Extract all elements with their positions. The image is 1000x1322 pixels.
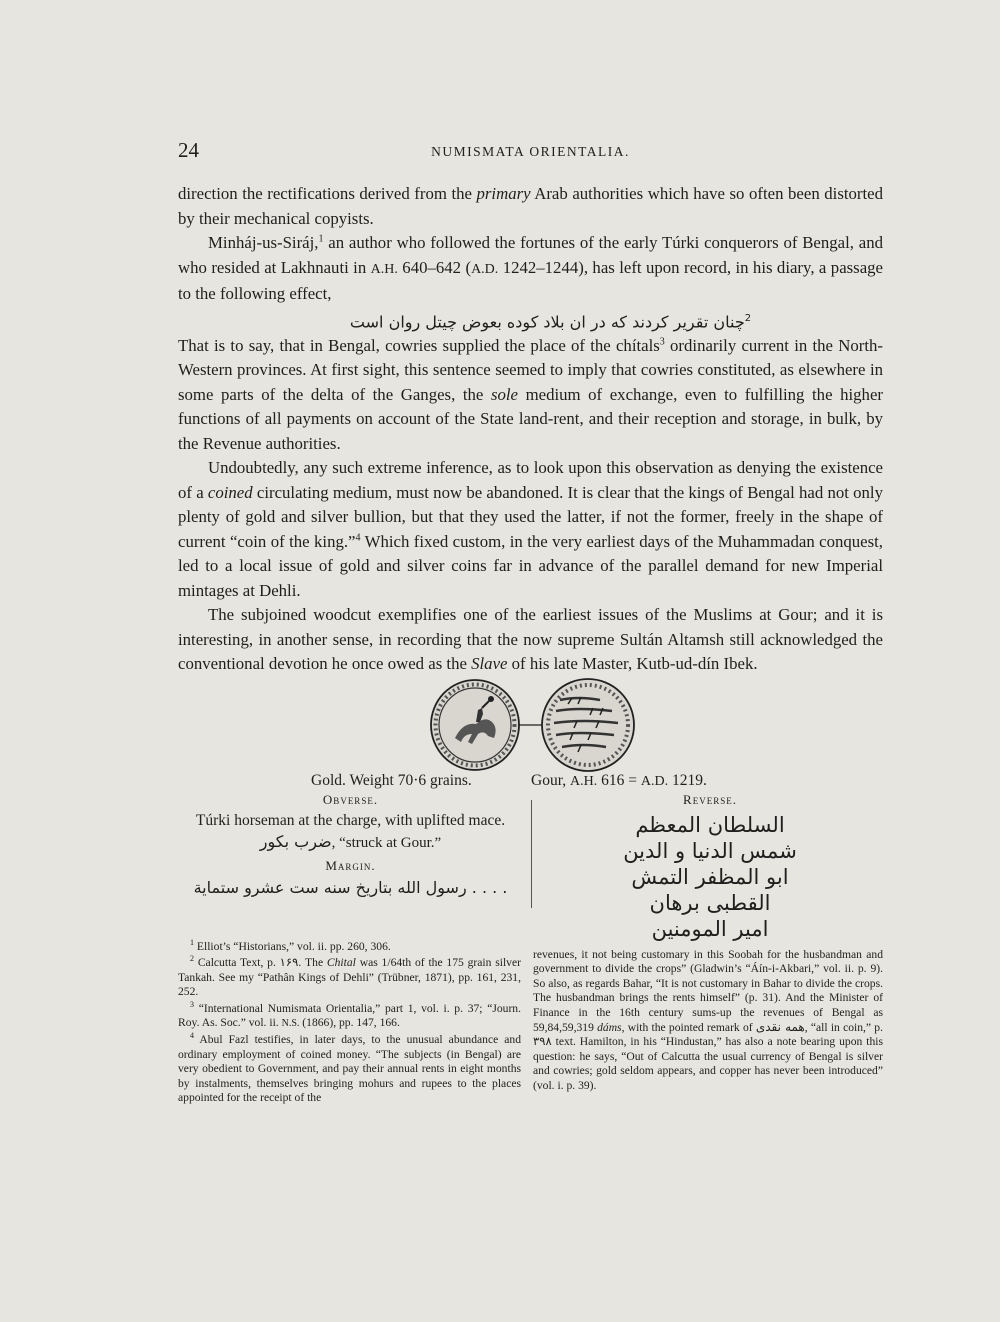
reverse-line: ابو المظفر التمش xyxy=(631,865,789,889)
text-run: medium of exchange, even to fulfilling the higher functions of all payments on account of the State land-rent, and their reception and storage, in bulk, by the Revenue authorities. xyxy=(178,384,883,453)
italic-term: primary xyxy=(476,184,531,203)
paragraph-3 xyxy=(178,334,883,457)
footnote-1 xyxy=(178,940,521,954)
obverse-legend xyxy=(178,832,523,852)
era-abbr: A.H. xyxy=(570,774,598,789)
footnote-text: Abul Fazl testifies, in later days, to the unusual abundance and ordinary employment of coined money. “The subjects (in Bengal) are very obedient to Government, and pay their annual rents in eight months by instalments, themselves bringing mohurs and rupees to the places appointed for the receipt of the xyxy=(178,1033,521,1105)
footnote-text: Elliot’s “Historians,” vol. ii. pp. 260, 306. xyxy=(196,940,391,953)
persian-quotation xyxy=(178,307,883,334)
footnote-ref: 2 xyxy=(744,312,752,324)
footnote-text: , with the pointed remark of xyxy=(621,1021,756,1035)
coin-reverse-image xyxy=(542,679,634,771)
margin-ellipsis: . . . . xyxy=(471,878,508,897)
margin-legend xyxy=(178,878,523,897)
text-run: of his late Master, Kutb-ud-dín Ibek. xyxy=(507,654,758,674)
paragraph-4 xyxy=(178,456,883,603)
margin-arabic: رسول الله بتاریخ سنه ست عشرو ستمایة xyxy=(193,878,467,897)
footnote-marker: 4 xyxy=(190,1031,194,1041)
italic-term: Chital xyxy=(326,956,356,970)
main-text xyxy=(178,182,883,677)
caption-metal-weight: Gold. Weight 70·6 grains. xyxy=(311,772,472,789)
series-abbr: N.S. xyxy=(281,1018,300,1030)
text-run: Undoubtedly, any such extreme inference, as to look upon this observation as denying the existence of a xyxy=(178,458,883,502)
reverse-description xyxy=(540,792,880,942)
footnote-marker: 1 xyxy=(190,938,194,948)
coin-obverse-image xyxy=(431,680,519,770)
obverse-description xyxy=(178,792,523,897)
text-run: The subjoined woodcut exemplifies one of the earliest issues of the Muslims at Gour; and it is interesting, in another sense, in recording that the now supreme Sultán Altamsh still acknowledged the conventional devotion he once owed as the xyxy=(178,605,883,674)
reverse-line: شمس الدنیا و الدین xyxy=(623,839,797,863)
footnote-marker: 2 xyxy=(190,954,194,964)
text-run: 616 = xyxy=(597,772,641,789)
footnote-ref: 3 xyxy=(659,336,665,348)
footnote-text: revenues, it not being customary in this Soobah for the husbandman and government to divide the crops” (Gladwin’s “Áín-i-Akbari,” vol. ii. p. 9). So also, as regards Bahar, “It is not customary in Bahar to divide the crops. The husbandman brings the rents himself” (p. 31). And the Minister of Finance in the 16th century sums-up the revenues of Bengal as 59,84,59,319 xyxy=(533,948,883,1035)
italic-term: coined xyxy=(207,482,253,502)
obverse-translation: , “struck at Gour.” xyxy=(331,835,442,851)
coin-woodcut xyxy=(428,678,638,773)
footnote-marker: 3 xyxy=(190,999,194,1009)
footnote-text: Calcutta Text, p. ۱۶۹. The xyxy=(197,956,327,970)
obverse-arabic: ضرب بکور xyxy=(259,832,332,851)
text-run: 1219. xyxy=(668,772,707,789)
caption-mint-date xyxy=(531,772,707,790)
footnotes-right-column xyxy=(533,948,883,1095)
footnote-2 xyxy=(178,956,521,999)
text-run: 640–642 ( xyxy=(397,257,472,277)
text-run: ordinarily current in the North-Western provinces. At first sight, this sentence seemed to imply that cowries constituted, as elsewhere in some parts of the delta of the Ganges, the xyxy=(178,335,883,404)
paragraph-1 xyxy=(178,182,883,231)
footnotes-left-column xyxy=(178,940,521,1107)
persian-phrase: همه نقدی xyxy=(755,1020,805,1035)
italic-term: Slave xyxy=(471,654,508,674)
text-run: 1242–1244), has left upon record, in his diary, a passage to the following effect, xyxy=(178,257,883,303)
italic-term: dáms xyxy=(597,1021,622,1035)
obverse-heading: Obverse. xyxy=(322,792,379,807)
era-abbr: A.D. xyxy=(640,774,669,789)
text-run: Minháj-us-Siráj, xyxy=(208,233,319,252)
text-run: Which fixed custom, in the very earliest days of the Muhammadan conquest, led to a local issue of gold and silver coins far in advance of the parallel demand for new Imperial mintages at Dehli. xyxy=(178,531,883,600)
reverse-line: امیر المومنین xyxy=(651,917,769,941)
footnote-text: was 1/64th of the 175 grain silver Tankah. See my “Pathân Kings of Dehli” (Trübner, 1871), pp. 161, 231, 252. xyxy=(178,956,521,999)
footnote-text: “International Numismata Orientalia,” part 1, vol. i. p. 37; “Journ. Roy. As. Soc.” vol. ii. xyxy=(178,1001,522,1030)
paragraph-2 xyxy=(178,231,883,307)
reverse-line: القطبی برهان xyxy=(649,891,771,915)
persian-quote-text: چنان تقریر کردند که در ان بلاد کوده بعوض چیتل روان است xyxy=(349,311,745,331)
text-run: an author who followed the fortunes of the early Túrki conquerors of Bengal, and who resided at Lakhnauti in xyxy=(178,233,883,277)
text-run: Arab authorities which have so often been distorted by their mechanical copyists. xyxy=(178,184,883,228)
footnote-4 xyxy=(178,1033,521,1105)
text-run: Gour, xyxy=(531,772,570,789)
footnote-3 xyxy=(178,999,522,1032)
text-run: circulating medium, must now be abandoned. It is clear that the kings of Bengal had not only plenty of gold and silver bullion, but that they used the latter, if not the former, freely in the shape of current “coin of the king.” xyxy=(178,482,883,551)
reverse-heading: Reverse. xyxy=(683,792,737,807)
footnote-text: (1866), pp. 147, 166. xyxy=(299,1016,400,1030)
era-abbr: A.H. xyxy=(370,261,398,277)
footnote-4-continued xyxy=(533,948,883,1093)
footnote-text: , “all in coin,” p. ۳۹۸ text. Hamilton, in his “Hindustan,” has also a note bearing upon this question: he says, “Out of Calcutta the usual currency of Bengal is silver and cowries; gold seldom appears, and copper has never been introduced” (vol. i. p. 39). xyxy=(533,1021,883,1092)
era-abbr: A.D. xyxy=(471,261,499,277)
italic-term: sole xyxy=(490,384,518,404)
page-header xyxy=(178,138,883,164)
margin-heading: Margin. xyxy=(325,858,376,873)
column-divider xyxy=(531,800,532,908)
paragraph-5 xyxy=(178,603,883,677)
running-title: NUMISMATA ORIENTALIA. xyxy=(431,144,630,159)
footnote-ref: 4 xyxy=(355,532,361,544)
reverse-line: السلطان المعظم xyxy=(635,813,785,837)
page-number: 24 xyxy=(178,138,199,162)
text-run: direction the rectifications derived from the xyxy=(178,184,477,203)
obverse-type: Túrki horseman at the charge, with uplifted mace. xyxy=(195,812,506,829)
text-run: That is to say, that in Bengal, cowries supplied the place of the chítals xyxy=(178,335,660,355)
footnote-ref: 1 xyxy=(318,233,324,245)
